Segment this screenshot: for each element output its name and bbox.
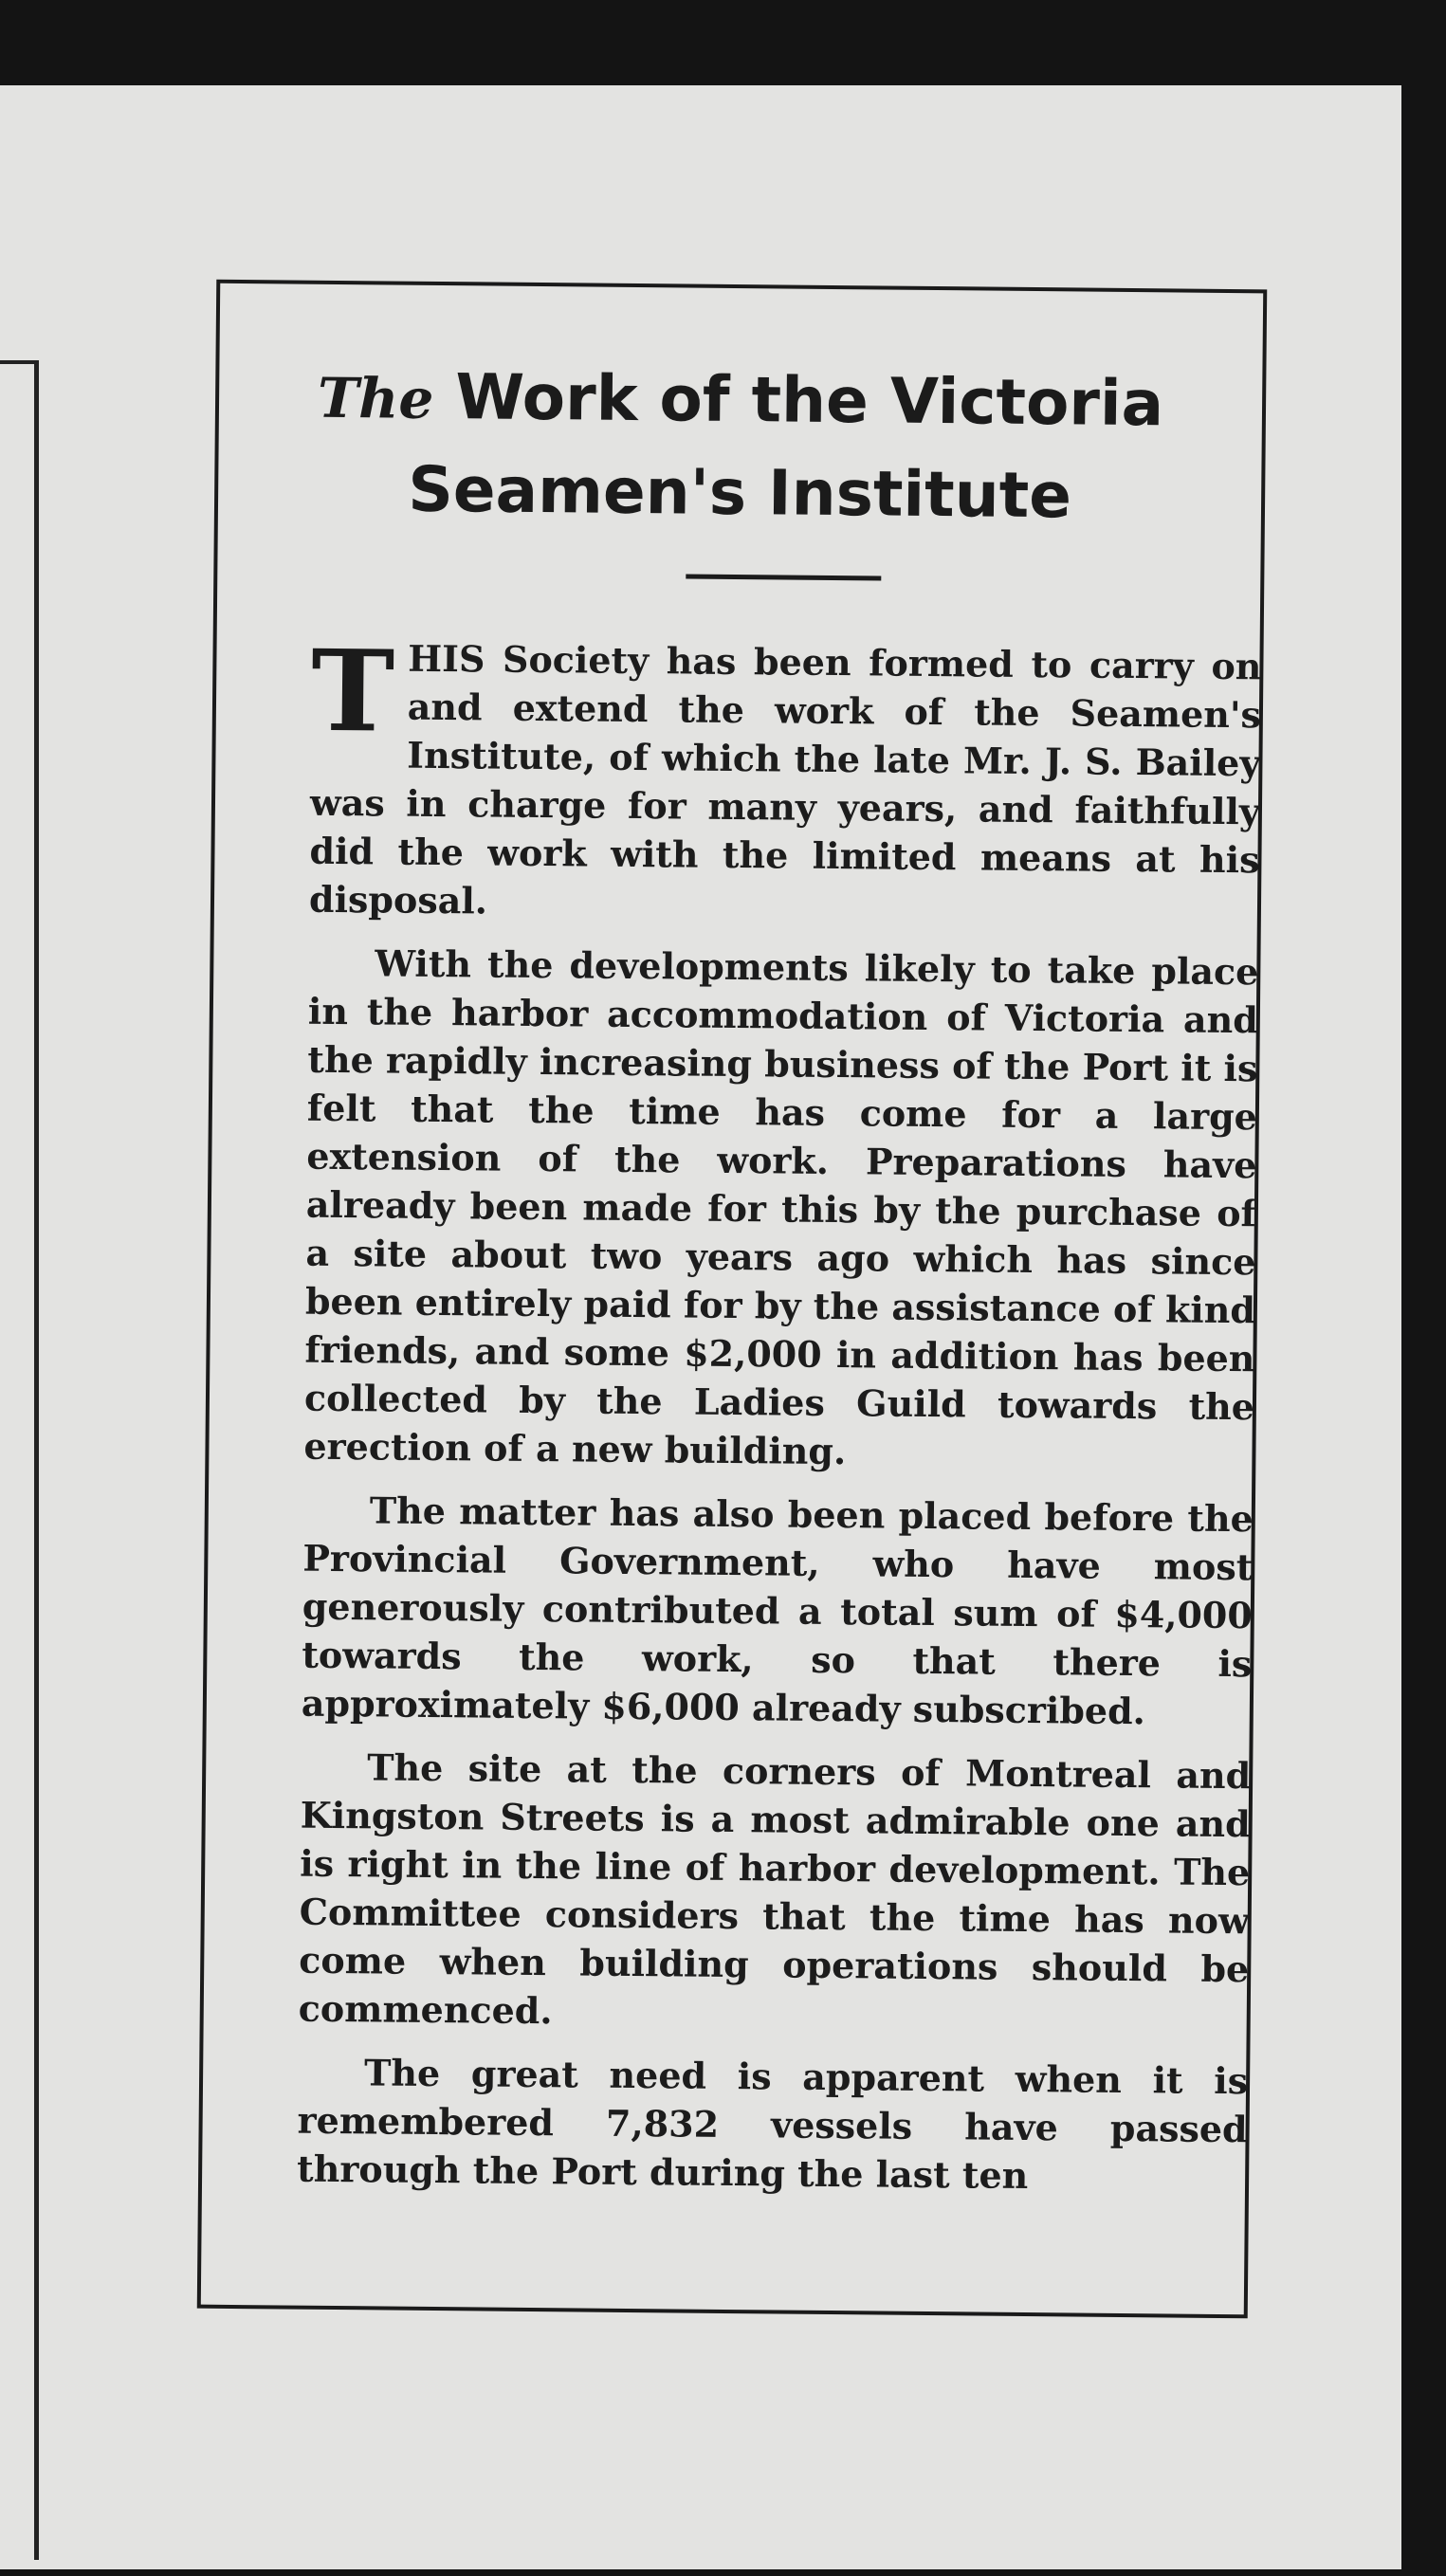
drop-cap: T xyxy=(310,624,395,758)
paragraph-5: The great need is apparent when it is remembered 7,832 vessels have passed through the Port during the last ten xyxy=(296,2051,1249,2198)
title-line-1: Work of the Victoria xyxy=(454,360,1164,441)
adjacent-page-border-top xyxy=(0,360,38,364)
title-line-2: Seamen's Institute xyxy=(407,452,1072,533)
article-title xyxy=(247,350,1235,543)
title-prefix: The xyxy=(317,365,434,431)
paragraph-1 xyxy=(308,624,1262,933)
article-body xyxy=(296,624,1262,2218)
paragraph-4: The site at the corners of Montreal and Kingston Streets is a most admirable one and is right in the line of harbor development. The Committee considers that the time has now come when building operations should be commenced. xyxy=(298,1745,1252,2033)
paragraph-3: The matter has also been placed before the Provincial Government, who have most generously contributed a total sum of $4,000 towards the work, so that there is approximately $6,000 already subscribed. xyxy=(301,1489,1254,1733)
paragraph-1-text: HIS Society has been formed to carry on and extend the work of the Seamen's Institute, of which the late Mr. J. S. Bailey was in charge for many years, and faithfully did the work with the limited means at his disposal. xyxy=(308,636,1262,923)
article-frame xyxy=(197,280,1267,2319)
adjacent-page-border xyxy=(34,360,39,2560)
paragraph-2: With the developments likely to take place in the harbor accommodation of Victoria and the rapidly increasing business of the Port it is felt that the time has come for a large extension of the work. Preparations have already been made for this by the purchase of a site about two years ago which has since been entirely paid for by the assistance of kind friends, and some $2,000 in addition has been collected by the Ladies Guild towards the erection of a new building. xyxy=(303,941,1259,1473)
title-divider xyxy=(686,574,881,580)
